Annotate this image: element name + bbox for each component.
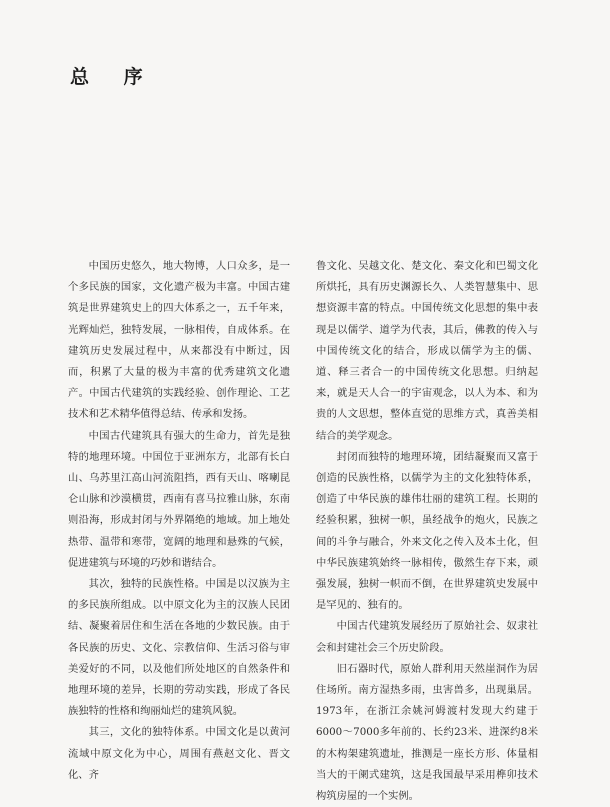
paragraph: 其次，独特的民族性格。中国是以汉族为主的多民族所组成。以中原文化为主的汉族人民团结、凝聚着居住和生活在各地的少数民族。由于各民族的历史、文化、宗教信仰、生活习俗与审美爱好的不同，以及他们所处地区的自然条件和地理环境的差异，长期的劳动实践，形成了各民族独特的性格和绚丽灿烂的建筑风貌。 bbox=[68, 578, 290, 718]
page-title: 总 序 bbox=[70, 66, 157, 88]
left-column bbox=[68, 256, 290, 786]
paragraph: 中国古代建筑具有强大的生命力，首先是独特的地理环境。中国位于亚洲东方，北部有长白山、乌苏里江高山河流阻挡，西有天山、喀喇昆仑山脉和沙漠横贯，西南有喜马拉雅山脉，东南则沿海，形成封闭与外界隔绝的地域。加上地处热带、温带和寒带，宽阔的地理和悬殊的气候，促进建筑与环境的巧妙和谐结合。 bbox=[68, 429, 290, 569]
paragraph: 中国历史悠久，地大物博，人口众多，是一个多民族的国家，文化遗产极为丰富。中国古建筑是世界建筑史上的四大体系之一，五千年来，光辉灿烂，独特发展，一脉相传，自成体系。在建筑历史发展过程中，从来都没有中断过，因而，积累了大量的极为丰富的优秀建筑文化遗产。中国古代建筑的实践经验、创作理论、工艺技术和艺术精华值得总结、传承和发扬。 bbox=[68, 260, 290, 421]
paragraph: 其三，文化的独特体系。中国文化是以黄河流域中原文化为中心，周围有燕赵文化、晋文化、齐 bbox=[68, 726, 290, 781]
paragraph: 旧石器时代，原始人群利用天然崖洞作为居住场所。南方湿热多雨，虫害兽多，出现巢居。1973年，在浙江余姚河姆渡村发现大约建于6000～7000多年前的、长约23米、进深约8米的木构架建筑遗址，推测是一座长方形、体量相当大的干阑式建筑，这是我国最早采用榫卯技术构筑房屋的一个实例。 bbox=[316, 662, 538, 803]
paragraph: 中国古代建筑发展经历了原始社会、奴隶社会和封建社会三个历史阶段。 bbox=[316, 620, 538, 654]
paragraph-continued: 鲁文化、吴越文化、楚文化、秦文化和巴蜀文化所烘托，具有历史渊源长久、人类智慧集中、思想资源丰富的特点。中国传统文化思想的集中表现是以儒学、道学为代表，其后，佛教的传入与中国传统文化的结合，形成以儒学为主的儒、道、释三者合一的中国传统文化思想。归纳起来，就是天人合一的宇宙观念，以人为本、和为贵的人文思想，整体直觉的思维方式，真善美相结合的美学观念。 bbox=[316, 260, 538, 442]
paragraph: 封闭而独特的地理环境，团结凝聚而又富于创造的民族性格，以儒学为主的文化独特体系，创造了中华民族的雄伟壮丽的建筑工程。长期的经验积累，独树一帜，虽经战争的炮火，民族之间的斗争与融合，外来文化之传入及本土化，但中华民族建筑始终一脉相传，傲然生存下来，顽强发展，独树一帜而不倒，在世界建筑史发展中是罕见的、独有的。 bbox=[316, 450, 538, 612]
right-column bbox=[316, 256, 538, 807]
